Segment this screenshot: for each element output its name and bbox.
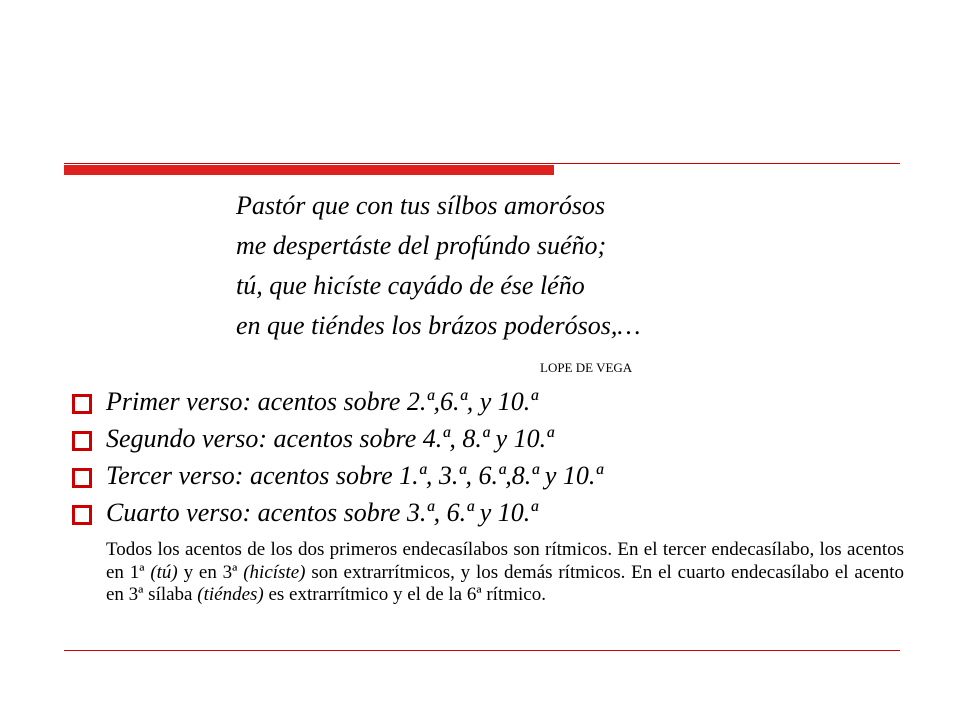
poem-line-1: Pastór que con tus sílbos amorósos	[236, 191, 606, 220]
bullet-item-3	[72, 458, 603, 495]
commentary-emphasis-hiciste: (hicíste)	[243, 561, 306, 583]
commentary-emphasis-tu: (tú)	[150, 561, 178, 583]
commentary-text: y en 3ª	[177, 561, 244, 583]
bullet-text: Cuarto verso: acentos sobre 3.ª, 6.ª y 10.ª	[106, 498, 538, 527]
bullet-item-4	[72, 495, 603, 532]
hollow-square-icon	[72, 505, 92, 525]
poem-line-4: en que tiéndes los brázos poderósos,…	[236, 311, 641, 340]
poem-author: LOPE DE VEGA	[540, 360, 633, 375]
commentary-paragraph	[106, 539, 904, 607]
commentary-text: son extrarrítmicos, y los demás rítmicos. En el cuarto endecasílabo el acento en 3ª sílaba	[106, 561, 904, 605]
poem-line-2: me despertáste del profúndo suéño;	[236, 231, 607, 260]
poem-line-3: tú, que hicíste cayádo de ése léño	[236, 271, 585, 300]
commentary-text: Todos los acentos de los dos primeros endecasílabos son rítmicos. En el tercer endecasílabo, los acentos en 1ª	[106, 539, 904, 583]
top-divider-thin	[64, 163, 900, 164]
bottom-divider	[64, 650, 900, 651]
bullet-text: Tercer verso: acentos sobre 1.ª, 3.ª, 6.ª,8.ª y 10.ª	[106, 461, 603, 490]
hollow-square-icon	[72, 431, 92, 451]
commentary-text: es extrarrítmico y el de la 6ª rítmico.	[263, 584, 546, 605]
bullet-item-1	[72, 384, 603, 421]
bullet-text: Segundo verso: acentos sobre 4.ª, 8.ª y 10.ª	[106, 424, 554, 453]
bullet-text: Primer verso: acentos sobre 2.ª,6.ª, y 10.ª	[106, 387, 538, 416]
poem-block	[236, 186, 640, 346]
hollow-square-icon	[72, 394, 92, 414]
bullet-item-2	[72, 421, 603, 458]
bullet-list	[72, 384, 603, 532]
top-accent-bar	[64, 165, 554, 175]
hollow-square-icon	[72, 468, 92, 488]
commentary-emphasis-tiendes: (tiéndes)	[197, 584, 264, 605]
